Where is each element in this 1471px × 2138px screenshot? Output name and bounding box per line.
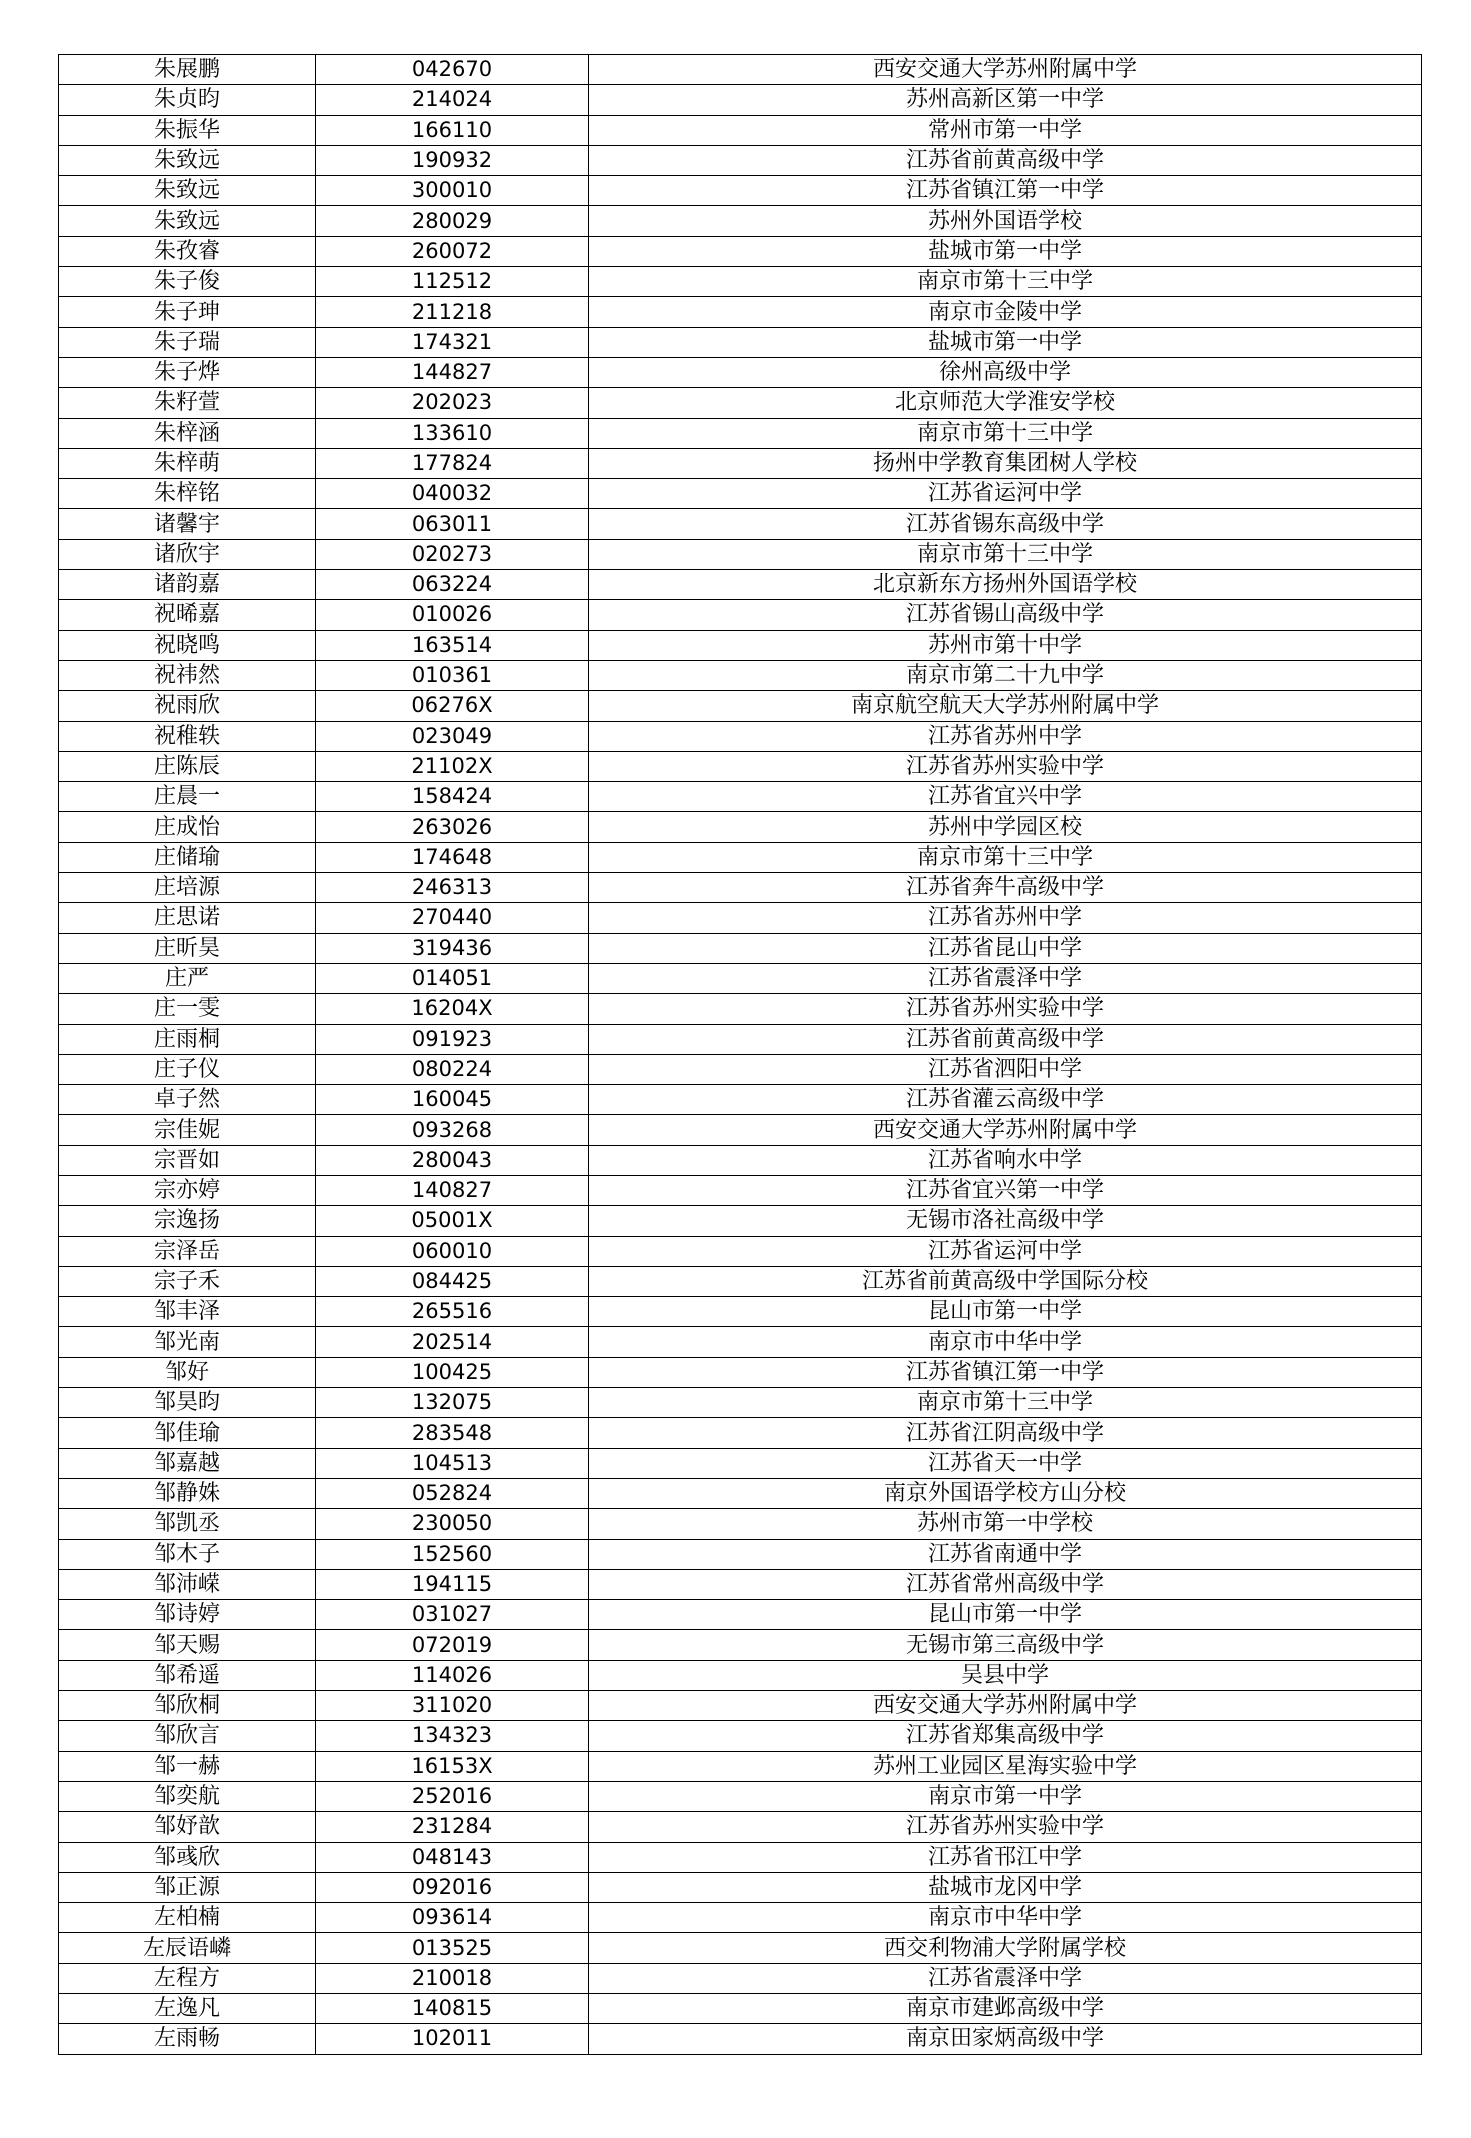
table-row xyxy=(59,1600,1422,1630)
student-id-cell: 031027 xyxy=(316,1600,589,1630)
student-id-cell: 214024 xyxy=(316,85,589,115)
student-name-cell: 邹欣言 xyxy=(59,1721,316,1751)
school-name-cell: 苏州市第十中学 xyxy=(589,630,1422,660)
student-name-cell: 左逸凡 xyxy=(59,1994,316,2024)
student-name-cell: 邹奕航 xyxy=(59,1781,316,1811)
student-id-cell: 160045 xyxy=(316,1085,589,1115)
table-row xyxy=(59,1842,1422,1872)
student-id-cell: 023049 xyxy=(316,721,589,751)
table-row xyxy=(59,55,1422,85)
table-row xyxy=(59,691,1422,721)
student-id-cell: 114026 xyxy=(316,1660,589,1690)
school-name-cell: 苏州工业园区星海实验中学 xyxy=(589,1751,1422,1781)
school-name-cell: 盐城市第一中学 xyxy=(589,327,1422,357)
student-name-cell: 朱振华 xyxy=(59,115,316,145)
school-name-cell: 南京市第一中学 xyxy=(589,1781,1422,1811)
school-name-cell: 苏州外国语学校 xyxy=(589,206,1422,236)
table-row xyxy=(59,1994,1422,2024)
table-row xyxy=(59,1963,1422,1993)
student-id-cell: 166110 xyxy=(316,115,589,145)
table-row xyxy=(59,1539,1422,1569)
school-name-cell: 扬州中学教育集团树人学校 xyxy=(589,448,1422,478)
student-id-cell: 211218 xyxy=(316,297,589,327)
student-name-cell: 庄成怡 xyxy=(59,812,316,842)
school-name-cell: 北京新东方扬州外国语学校 xyxy=(589,570,1422,600)
student-name-cell: 庄子仪 xyxy=(59,1054,316,1084)
school-name-cell: 南京市中华中学 xyxy=(589,1327,1422,1357)
student-name-cell: 左程方 xyxy=(59,1963,316,1993)
school-name-cell: 南京外国语学校方山分校 xyxy=(589,1478,1422,1508)
student-name-cell: 邹好 xyxy=(59,1357,316,1387)
student-id-cell: 010361 xyxy=(316,660,589,690)
student-id-cell: 048143 xyxy=(316,1842,589,1872)
school-name-cell: 吴县中学 xyxy=(589,1660,1422,1690)
student-name-cell: 宗亦婷 xyxy=(59,1175,316,1205)
school-name-cell: 昆山市第一中学 xyxy=(589,1297,1422,1327)
table-row xyxy=(59,1721,1422,1751)
student-name-cell: 邹一赫 xyxy=(59,1751,316,1781)
school-name-cell: 苏州市第一中学校 xyxy=(589,1509,1422,1539)
school-name-cell: 南京市建邺高级中学 xyxy=(589,1994,1422,2024)
table-row xyxy=(59,1266,1422,1296)
table-row xyxy=(59,1388,1422,1418)
table-row xyxy=(59,1691,1422,1721)
student-id-cell: 072019 xyxy=(316,1630,589,1660)
table-row xyxy=(59,1418,1422,1448)
table-row xyxy=(59,418,1422,448)
table-row xyxy=(59,509,1422,539)
school-name-cell: 苏州高新区第一中学 xyxy=(589,85,1422,115)
student-name-cell: 诸欣宇 xyxy=(59,539,316,569)
school-name-cell: 南京田家炳高级中学 xyxy=(589,2024,1422,2054)
student-name-cell: 朱梓萌 xyxy=(59,448,316,478)
school-name-cell: 江苏省郑集高级中学 xyxy=(589,1721,1422,1751)
table-row xyxy=(59,873,1422,903)
student-name-cell: 邹昊昀 xyxy=(59,1388,316,1418)
student-name-cell: 朱致远 xyxy=(59,206,316,236)
student-name-cell: 宗佳妮 xyxy=(59,1115,316,1145)
student-id-cell: 270440 xyxy=(316,903,589,933)
student-name-cell: 庄一雯 xyxy=(59,994,316,1024)
table-row xyxy=(59,1812,1422,1842)
student-name-cell: 朱致远 xyxy=(59,145,316,175)
student-name-cell: 诸韵嘉 xyxy=(59,570,316,600)
student-id-cell: 280043 xyxy=(316,1145,589,1175)
school-name-cell: 江苏省苏州实验中学 xyxy=(589,994,1422,1024)
student-id-cell: 040032 xyxy=(316,479,589,509)
student-name-cell: 邹凯丞 xyxy=(59,1509,316,1539)
student-id-cell: 265516 xyxy=(316,1297,589,1327)
school-name-cell: 江苏省镇江第一中学 xyxy=(589,1357,1422,1387)
student-name-cell: 庄严 xyxy=(59,963,316,993)
student-name-cell: 庄思诺 xyxy=(59,903,316,933)
table-row xyxy=(59,236,1422,266)
student-name-cell: 祝稚轶 xyxy=(59,721,316,751)
student-name-cell: 朱子珅 xyxy=(59,297,316,327)
table-row xyxy=(59,1024,1422,1054)
student-id-cell: 177824 xyxy=(316,448,589,478)
student-id-cell: 020273 xyxy=(316,539,589,569)
table-row xyxy=(59,1236,1422,1266)
student-id-cell: 174648 xyxy=(316,842,589,872)
student-name-cell: 祝祎然 xyxy=(59,660,316,690)
table-row xyxy=(59,2024,1422,2054)
school-name-cell: 南京市第十三中学 xyxy=(589,267,1422,297)
student-name-cell: 庄培源 xyxy=(59,873,316,903)
table-row xyxy=(59,145,1422,175)
student-name-cell: 邹光南 xyxy=(59,1327,316,1357)
table-row xyxy=(59,1357,1422,1387)
student-id-cell: 263026 xyxy=(316,812,589,842)
school-name-cell: 江苏省灌云高级中学 xyxy=(589,1085,1422,1115)
table-row xyxy=(59,994,1422,1024)
school-name-cell: 江苏省苏州实验中学 xyxy=(589,1812,1422,1842)
student-id-cell: 16153X xyxy=(316,1751,589,1781)
school-name-cell: 徐州高级中学 xyxy=(589,357,1422,387)
table-row xyxy=(59,933,1422,963)
student-name-cell: 邹木子 xyxy=(59,1539,316,1569)
student-id-cell: 091923 xyxy=(316,1024,589,1054)
student-name-cell: 庄雨桐 xyxy=(59,1024,316,1054)
student-id-cell: 063011 xyxy=(316,509,589,539)
student-id-cell: 104513 xyxy=(316,1448,589,1478)
table-row xyxy=(59,630,1422,660)
school-name-cell: 南京市第十三中学 xyxy=(589,539,1422,569)
school-name-cell: 江苏省南通中学 xyxy=(589,1539,1422,1569)
school-name-cell: 江苏省昆山中学 xyxy=(589,933,1422,963)
student-id-cell: 112512 xyxy=(316,267,589,297)
student-id-cell: 283548 xyxy=(316,1418,589,1448)
student-name-cell: 邹彧欣 xyxy=(59,1842,316,1872)
table-row xyxy=(59,842,1422,872)
student-id-cell: 140815 xyxy=(316,1994,589,2024)
student-id-cell: 231284 xyxy=(316,1812,589,1842)
school-name-cell: 南京市金陵中学 xyxy=(589,297,1422,327)
student-name-cell: 左辰语嶙 xyxy=(59,1933,316,1963)
table-row xyxy=(59,721,1422,751)
school-name-cell: 江苏省天一中学 xyxy=(589,1448,1422,1478)
table-row xyxy=(59,1569,1422,1599)
school-name-cell: 江苏省锡山高级中学 xyxy=(589,600,1422,630)
student-id-cell: 252016 xyxy=(316,1781,589,1811)
student-name-cell: 庄陈辰 xyxy=(59,751,316,781)
student-name-cell: 邹诗婷 xyxy=(59,1600,316,1630)
student-name-cell: 朱籽萱 xyxy=(59,388,316,418)
student-id-cell: 063224 xyxy=(316,570,589,600)
student-id-cell: 132075 xyxy=(316,1388,589,1418)
table-row xyxy=(59,539,1422,569)
student-id-cell: 060010 xyxy=(316,1236,589,1266)
school-name-cell: 江苏省邗江中学 xyxy=(589,1842,1422,1872)
school-name-cell: 江苏省苏州中学 xyxy=(589,903,1422,933)
school-name-cell: 无锡市第三高级中学 xyxy=(589,1630,1422,1660)
student-id-cell: 210018 xyxy=(316,1963,589,1993)
table-row xyxy=(59,1297,1422,1327)
student-id-cell: 280029 xyxy=(316,206,589,236)
table-row xyxy=(59,570,1422,600)
student-name-cell: 祝晞嘉 xyxy=(59,600,316,630)
student-id-cell: 311020 xyxy=(316,1691,589,1721)
table-row xyxy=(59,267,1422,297)
table-row xyxy=(59,1115,1422,1145)
student-name-cell: 邹欣桐 xyxy=(59,1691,316,1721)
table-row xyxy=(59,1660,1422,1690)
student-id-cell: 013525 xyxy=(316,1933,589,1963)
school-name-cell: 南京市第十三中学 xyxy=(589,842,1422,872)
school-name-cell: 南京市第十三中学 xyxy=(589,418,1422,448)
table-row xyxy=(59,1933,1422,1963)
student-id-cell: 092016 xyxy=(316,1872,589,1902)
student-id-cell: 16204X xyxy=(316,994,589,1024)
table-row xyxy=(59,115,1422,145)
student-id-cell: 100425 xyxy=(316,1357,589,1387)
student-id-cell: 093268 xyxy=(316,1115,589,1145)
school-name-cell: 江苏省前黄高级中学 xyxy=(589,145,1422,175)
student-id-cell: 042670 xyxy=(316,55,589,85)
student-id-cell: 144827 xyxy=(316,357,589,387)
student-id-cell: 300010 xyxy=(316,176,589,206)
student-name-cell: 邹正源 xyxy=(59,1872,316,1902)
student-id-cell: 06276X xyxy=(316,691,589,721)
student-id-cell: 05001X xyxy=(316,1206,589,1236)
school-name-cell: 西安交通大学苏州附属中学 xyxy=(589,55,1422,85)
student-id-cell: 158424 xyxy=(316,782,589,812)
table-row xyxy=(59,327,1422,357)
school-name-cell: 江苏省响水中学 xyxy=(589,1145,1422,1175)
school-name-cell: 盐城市龙冈中学 xyxy=(589,1872,1422,1902)
student-name-cell: 邹丰泽 xyxy=(59,1297,316,1327)
table-row xyxy=(59,751,1422,781)
student-name-cell: 朱子烨 xyxy=(59,357,316,387)
student-name-cell: 宗晋如 xyxy=(59,1145,316,1175)
table-row xyxy=(59,1478,1422,1508)
table-row xyxy=(59,1054,1422,1084)
student-name-cell: 祝雨欣 xyxy=(59,691,316,721)
table-row xyxy=(59,1206,1422,1236)
student-name-cell: 庄昕昊 xyxy=(59,933,316,963)
school-name-cell: 苏州中学园区校 xyxy=(589,812,1422,842)
school-name-cell: 西安交通大学苏州附属中学 xyxy=(589,1691,1422,1721)
student-name-cell: 朱贞昀 xyxy=(59,85,316,115)
table-row xyxy=(59,600,1422,630)
student-id-cell: 134323 xyxy=(316,1721,589,1751)
school-name-cell: 江苏省运河中学 xyxy=(589,479,1422,509)
table-row xyxy=(59,479,1422,509)
student-id-cell: 163514 xyxy=(316,630,589,660)
table-row xyxy=(59,660,1422,690)
table-row xyxy=(59,206,1422,236)
table-row xyxy=(59,448,1422,478)
table-row xyxy=(59,1448,1422,1478)
student-name-cell: 宗泽岳 xyxy=(59,1236,316,1266)
student-name-cell: 宗子禾 xyxy=(59,1266,316,1296)
student-id-cell: 102011 xyxy=(316,2024,589,2054)
school-name-cell: 西交利物浦大学附属学校 xyxy=(589,1933,1422,1963)
student-name-cell: 邹静姝 xyxy=(59,1478,316,1508)
roster-table xyxy=(58,54,1422,2055)
student-id-cell: 246313 xyxy=(316,873,589,903)
table-row xyxy=(59,1781,1422,1811)
student-id-cell: 202023 xyxy=(316,388,589,418)
school-name-cell: 南京航空航天大学苏州附属中学 xyxy=(589,691,1422,721)
school-name-cell: 西安交通大学苏州附属中学 xyxy=(589,1115,1422,1145)
table-row xyxy=(59,812,1422,842)
table-row xyxy=(59,1327,1422,1357)
table-row xyxy=(59,1872,1422,1902)
student-id-cell: 014051 xyxy=(316,963,589,993)
table-row xyxy=(59,782,1422,812)
school-name-cell: 无锡市洛社高级中学 xyxy=(589,1206,1422,1236)
student-id-cell: 202514 xyxy=(316,1327,589,1357)
table-row xyxy=(59,357,1422,387)
student-name-cell: 诸馨宇 xyxy=(59,509,316,539)
student-name-cell: 邹沛嵘 xyxy=(59,1569,316,1599)
table-row xyxy=(59,1751,1422,1781)
student-name-cell: 邹佳瑜 xyxy=(59,1418,316,1448)
student-name-cell: 朱子俊 xyxy=(59,267,316,297)
school-name-cell: 江苏省前黄高级中学 xyxy=(589,1024,1422,1054)
student-name-cell: 邹妤歆 xyxy=(59,1812,316,1842)
student-name-cell: 朱梓涵 xyxy=(59,418,316,448)
school-name-cell: 江苏省江阴高级中学 xyxy=(589,1418,1422,1448)
school-name-cell: 江苏省前黄高级中学国际分校 xyxy=(589,1266,1422,1296)
student-id-cell: 174321 xyxy=(316,327,589,357)
student-id-cell: 190932 xyxy=(316,145,589,175)
table-row xyxy=(59,903,1422,933)
student-name-cell: 朱梓铭 xyxy=(59,479,316,509)
school-name-cell: 昆山市第一中学 xyxy=(589,1600,1422,1630)
student-name-cell: 朱致远 xyxy=(59,176,316,206)
student-id-cell: 260072 xyxy=(316,236,589,266)
school-name-cell: 江苏省宜兴中学 xyxy=(589,782,1422,812)
student-id-cell: 319436 xyxy=(316,933,589,963)
student-id-cell: 080224 xyxy=(316,1054,589,1084)
student-name-cell: 朱子瑞 xyxy=(59,327,316,357)
student-id-cell: 21102X xyxy=(316,751,589,781)
school-name-cell: 江苏省震泽中学 xyxy=(589,1963,1422,1993)
student-name-cell: 邹嘉越 xyxy=(59,1448,316,1478)
table-row xyxy=(59,388,1422,418)
school-name-cell: 江苏省泗阳中学 xyxy=(589,1054,1422,1084)
table-row xyxy=(59,963,1422,993)
school-name-cell: 北京师范大学淮安学校 xyxy=(589,388,1422,418)
student-name-cell: 邹天赐 xyxy=(59,1630,316,1660)
student-id-cell: 230050 xyxy=(316,1509,589,1539)
student-name-cell: 庄储瑜 xyxy=(59,842,316,872)
school-name-cell: 江苏省常州高级中学 xyxy=(589,1569,1422,1599)
school-name-cell: 江苏省苏州实验中学 xyxy=(589,751,1422,781)
table-row xyxy=(59,85,1422,115)
school-name-cell: 南京市中华中学 xyxy=(589,1903,1422,1933)
table-row xyxy=(59,1630,1422,1660)
school-name-cell: 南京市第十三中学 xyxy=(589,1388,1422,1418)
school-name-cell: 江苏省奔牛高级中学 xyxy=(589,873,1422,903)
student-id-cell: 084425 xyxy=(316,1266,589,1296)
school-name-cell: 江苏省锡东高级中学 xyxy=(589,509,1422,539)
table-row xyxy=(59,176,1422,206)
table-row xyxy=(59,1903,1422,1933)
student-name-cell: 宗逸扬 xyxy=(59,1206,316,1236)
student-name-cell: 庄晨一 xyxy=(59,782,316,812)
student-name-cell: 邹希遥 xyxy=(59,1660,316,1690)
school-name-cell: 江苏省宜兴第一中学 xyxy=(589,1175,1422,1205)
student-name-cell: 朱孜睿 xyxy=(59,236,316,266)
student-name-cell: 卓子然 xyxy=(59,1085,316,1115)
school-name-cell: 盐城市第一中学 xyxy=(589,236,1422,266)
school-name-cell: 江苏省运河中学 xyxy=(589,1236,1422,1266)
student-id-cell: 194115 xyxy=(316,1569,589,1599)
student-id-cell: 133610 xyxy=(316,418,589,448)
student-id-cell: 052824 xyxy=(316,1478,589,1508)
table-row xyxy=(59,1509,1422,1539)
school-name-cell: 南京市第二十九中学 xyxy=(589,660,1422,690)
student-name-cell: 左柏楠 xyxy=(59,1903,316,1933)
student-name-cell: 祝晓鸣 xyxy=(59,630,316,660)
student-id-cell: 140827 xyxy=(316,1175,589,1205)
student-id-cell: 152560 xyxy=(316,1539,589,1569)
table-row xyxy=(59,297,1422,327)
school-name-cell: 江苏省苏州中学 xyxy=(589,721,1422,751)
roster-table-body xyxy=(59,55,1422,2055)
student-id-cell: 010026 xyxy=(316,600,589,630)
school-name-cell: 常州市第一中学 xyxy=(589,115,1422,145)
table-row xyxy=(59,1145,1422,1175)
student-id-cell: 093614 xyxy=(316,1903,589,1933)
table-row xyxy=(59,1175,1422,1205)
school-name-cell: 江苏省震泽中学 xyxy=(589,963,1422,993)
table-row xyxy=(59,1085,1422,1115)
student-name-cell: 左雨畅 xyxy=(59,2024,316,2054)
school-name-cell: 江苏省镇江第一中学 xyxy=(589,176,1422,206)
student-name-cell: 朱展鹏 xyxy=(59,55,316,85)
